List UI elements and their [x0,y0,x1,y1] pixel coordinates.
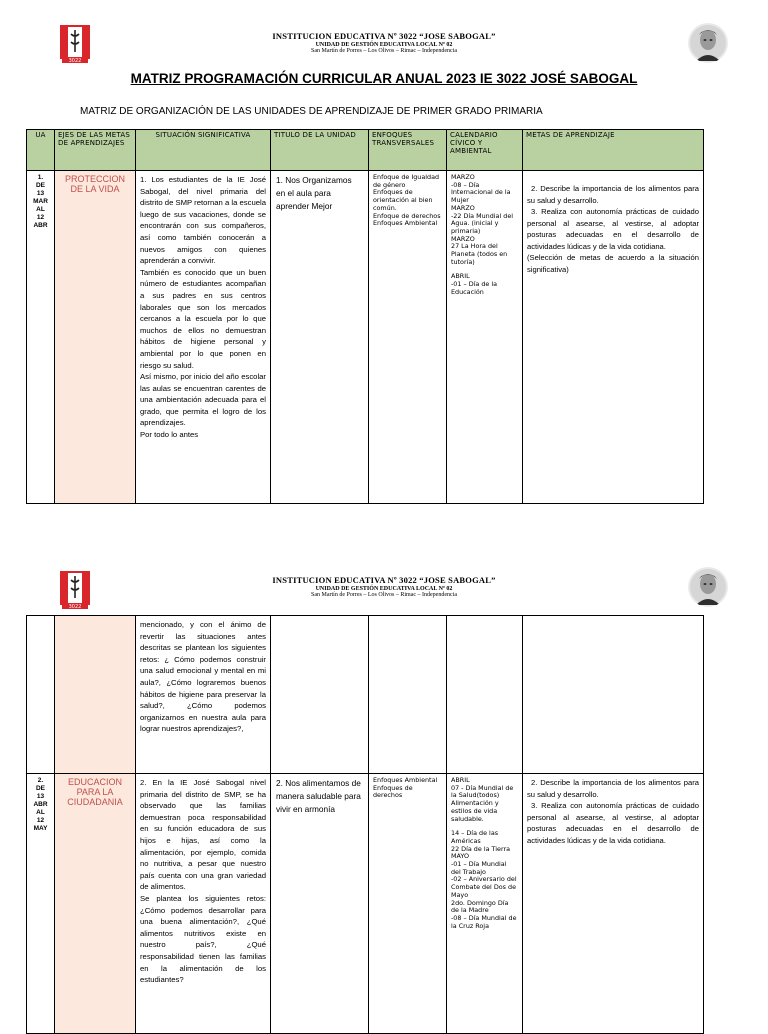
curriculum-table [26,129,704,504]
portrait-photo-icon [688,567,728,607]
institution-name: INSTITUCION EDUCATIVA Nº 3022 “JOSE SABOGAL” [272,31,496,41]
unit-situacion: 1. Los estudiantes de la IE José Sabogal, del nivel primaria del distrito de SMP retornan a la escuela luego de sus vacaciones, donde se encontrarán con sus compañeros, así como también conocerán a nuevos amigos con quienes aprenderán a convivir. También es conocido que un buen número de estudiantes acompañan a sus padres en sus centros laborales que son los mercados cercanos a la escuela por lo que muchos de ellos no demuestran hábitos de higiene personal y ambiental por lo que ponen en riesgo su salud. Así mismo, por inicio del año escolar las aulas se encuentran carentes de una ambientación adecuada para el grado, que permita el logro de los aprendizajes. Por todo lo antes [136,171,271,504]
unit-period: 2. DE 13 ABR AL 12 MAY [27,774,55,1034]
address-line: San Martín de Porres – Los Olivos – Rimac – Independencia [311,48,457,54]
school-header [0,31,768,54]
table-row [27,774,704,1034]
unit-situacion-continued: mencionado, y con el ánimo de revertir las situaciones antes descritas se plantean los siguientes retos: ¿ Cómo podemos construir una salud emocional y mental en mi aula?, ¿Cómo lograremos buenos hábitos de higiene para preservar la salud?, ¿Cómo podemos organizarnos en nuestra aula para lograr nuestros aprendizajes?, [136,616,271,774]
col-titulo: TITULO DE LA UNIDAD [271,130,369,171]
page-gap [0,505,768,560]
col-enfoques: ENFOQUES TRANSVERSALES [369,130,447,171]
ugel-name: UNIDAD DE GESTIÓN EDUCATIVA LOCAL Nº 02 [315,586,453,592]
unit-calendario: MARZO -08 – Día Internacional de la Mujer MARZO -22 Día Mundial del Agua. (inicial y primaria) MARZO 27 La Hora del Planeta (todos en tutoría) ABRIL -01 – Día de la Educación [447,171,523,504]
svg-text:3022: 3022 [68,604,82,610]
col-ua: UA [27,130,55,171]
portrait-photo-icon [688,23,728,63]
col-ejes: EJES DE LAS METAS DE APRENDIZAJES [55,130,136,171]
col-situacion: SITUACIÓN SIGNIFICATIVA [136,130,271,171]
table-row [27,171,704,504]
address-line: San Martín de Porres – Los Olivos – Rimac – Independencia [311,592,457,598]
unit-titulo: 1. Nos Organizamos en el aula para aprender Mejor [271,171,369,504]
unit-metas: 2. Describe la importancia de los alimentos para su salud y desarrollo. 3. Realiza con autonomía prácticas de cuidado personal al asearse, al vestirse, al adoptar posturas adecuadas en el desarrollo de actividades lúdicas y de la vida cotidiana. (Selección de metas de acuerdo a la situación significativa) [523,171,704,504]
unit-situacion: 2. En la IE José Sabogal nivel primaria del distrito de SMP, se ha observado que las familias demuestran poca responsabilidad en su función educadora de sus hijos e hijas, así como la alimentación, por ejemplo, comida no nutritiva, a pesar que nuestro país cuenta con una gran variedad de alimentos. Se plantea los siguientes retos: ¿Cómo podemos desarrollar para una buena alimentación?, ¿Qué alimentos nutritivos existe en nuestro país?, ¿Qué responsabilidad tienen las familias en la alimentación de los estudiantes? [136,774,271,1034]
page-1 [0,0,768,505]
school-header [0,575,768,598]
col-metas: METAS DE APRENDIZAJE [523,130,704,171]
table-header-row [27,130,704,171]
svg-text:3022: 3022 [68,58,82,64]
unit-enfoques: Enfoques Ambiental Enfoques de derechos [369,774,447,1034]
unit-eje: EDUCACION PARA LA CIUDADANIA [55,774,136,1034]
unit-enfoques: Enfoque de Igualdad de género Enfoques de orientación al bien común. Enfoque de derechos Enfoques Ambiental [369,171,447,504]
table-row [27,616,704,774]
curriculum-table-continued [26,615,704,1034]
document-title: MATRIZ PROGRAMACIÓN CURRICULAR ANUAL 2023 IE 3022 JOSÉ SABOGAL [130,71,638,86]
unit-calendario: ABRIL 07 - Día Mundial de la Salud(todos) Alimentación y estilos de vida saludable. 14 – Día de las Américas 22 Día de la Tierra MAYO -01 – Día Mundial del Trabajo -02 – Aniversario del Combate del Dos de Mayo 2do. Domingo Día de la Madre -08 – Día Mundial de la Cruz Roja [447,774,523,1034]
col-calendario: CALENDARIO CÍVICO Y AMBIENTAL [447,130,523,171]
document-subtitle: MATRIZ DE ORGANIZACIÓN DE LAS UNIDADES DE APRENDIZAJE DE PRIMER GRADO PRIMARIA [80,106,543,117]
unit-titulo: 2. Nos alimentamos de manera saludable para vivir en armonía [271,774,369,1034]
unit-period: 1. DE 13 MAR AL 12 ABR [27,171,55,504]
page-2 [0,560,768,1024]
institution-name: INSTITUCION EDUCATIVA Nº 3022 “JOSE SABOGAL” [272,575,496,585]
unit-eje: PROTECCION DE LA VIDA [55,171,136,504]
unit-metas: 2. Describe la importancia de los alimentos para su salud y desarrollo. 3. Realiza con autonomía prácticas de cuidado personal al asearse, al vestirse, al adoptar posturas adecuadas en el desarrollo de actividades lúdicas y de la vida cotidiana. [523,774,704,1034]
ugel-name: UNIDAD DE GESTIÓN EDUCATIVA LOCAL Nº 02 [315,42,453,48]
